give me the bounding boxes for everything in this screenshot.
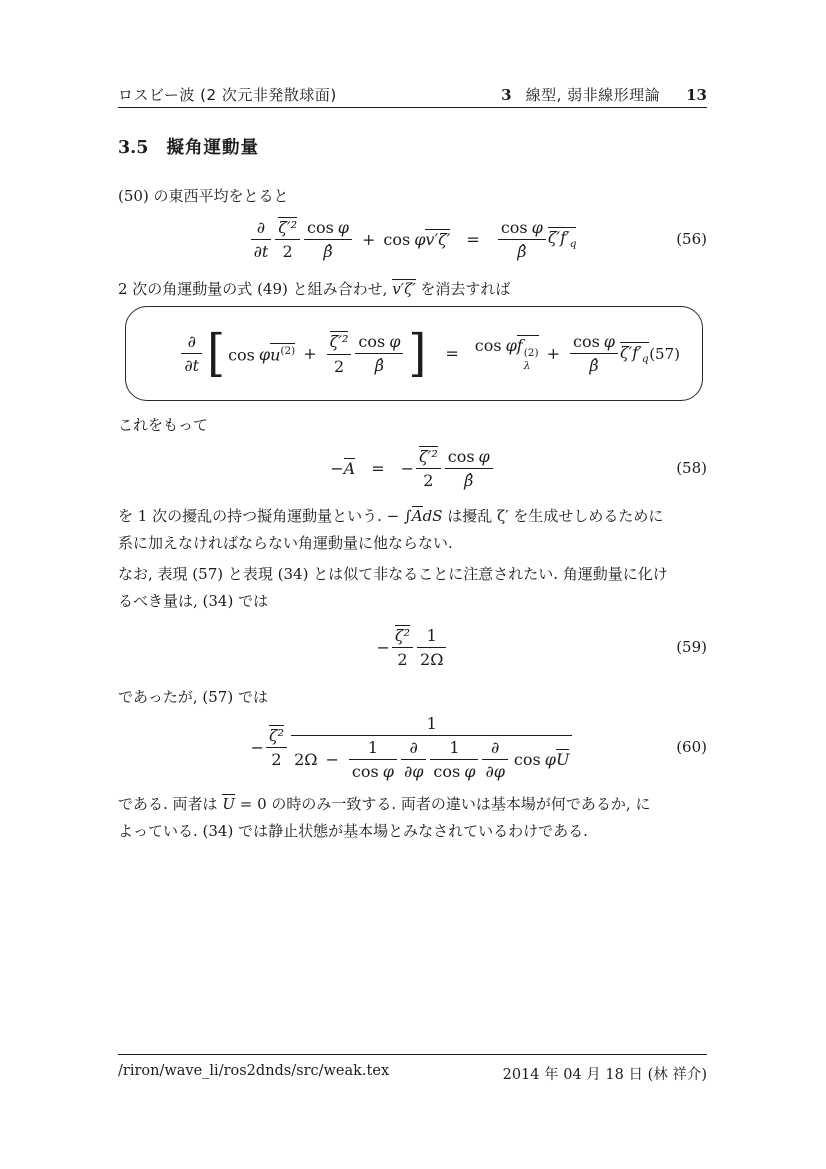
cosphi-u2-term: $\cos \varphi u^{(2)}$ bbox=[228, 344, 296, 364]
footer-date-author: 2014 年 04 月 18 日 (林 祥介) bbox=[502, 1067, 707, 1083]
page-footer bbox=[118, 1063, 707, 1084]
header-section-number: 3 bbox=[501, 86, 512, 104]
running-head-left: ロスビー波 (2 次元非発散球面) bbox=[118, 86, 337, 104]
equation-56-math bbox=[118, 208, 707, 270]
equation-58-math bbox=[118, 440, 707, 496]
equation-56-number: (56) bbox=[676, 230, 707, 248]
zeta-fq-term: $\zeta'f'_q$ bbox=[620, 342, 649, 366]
frac-one-over-2omega: $\frac{1}{2\Omega}$ bbox=[417, 626, 446, 669]
minus-sign: − bbox=[400, 458, 415, 478]
footer-rule bbox=[118, 1054, 707, 1055]
frac-one-over-cosphi: 1 cos φ bbox=[349, 738, 397, 781]
minus-operator: − bbox=[325, 749, 339, 769]
paragraph-1: (50) の東西平均をとると bbox=[118, 187, 289, 205]
section-title: 擬角運動量 bbox=[166, 138, 259, 158]
minus-A-term: −A bbox=[330, 458, 356, 478]
frac-ddt: $\frac{\partial}{\partial t}$ bbox=[181, 332, 202, 375]
frac-cosphi-over-beta-rhs: cos φ β̂ bbox=[498, 218, 546, 261]
frac-cosphi-over-beta: cos φ β̂ bbox=[445, 447, 493, 490]
cosphi-vzeta-term: cos φv′ζ′ bbox=[383, 229, 451, 249]
section-number: 3.5 bbox=[118, 138, 149, 158]
paragraph-2: 2 次の角運動量の式 (49) と組み合わせ, v′ζ′ を消去すれば bbox=[118, 280, 511, 298]
frac-cosphi-over-beta: cos φ β̂ bbox=[355, 332, 403, 375]
equation-60-math bbox=[118, 710, 707, 784]
frac-cosphi-over-beta-rhs: cos φ β̂ bbox=[570, 332, 618, 375]
equation-58 bbox=[118, 440, 707, 496]
frac-d-dphi: $\frac{\partial}{\partial\varphi}$ bbox=[401, 738, 426, 781]
running-head-right bbox=[501, 84, 707, 105]
frac-zeta2-over-2: $\frac{\text{ζ′²}}{2}$ bbox=[275, 217, 300, 261]
page-number: 13 bbox=[686, 86, 707, 104]
vzeta-inline-math: v′ζ′ bbox=[392, 280, 416, 298]
minus-sign: − bbox=[376, 637, 390, 657]
frac-zetasq-over-2: $\frac{\text{ζ²}}{2}$ bbox=[392, 625, 413, 669]
plus-operator: + bbox=[303, 344, 317, 363]
script-A-inline-math: A bbox=[411, 507, 423, 525]
equals-sign: = bbox=[466, 229, 480, 249]
equation-60 bbox=[118, 710, 707, 784]
plus-operator: + bbox=[362, 229, 376, 249]
paragraph-4: を 1 次の擾乱の持つ擬角運動量という. − ∫AdS は擾乱 ζ′ を生成せしめるために 系に加えなければならない角運動量に他ならない. bbox=[118, 507, 664, 552]
footer-file-path: /riron/wave_li/ros2dnds/src/weak.tex bbox=[118, 1063, 390, 1079]
equation-59-math bbox=[118, 618, 707, 676]
equals-sign: = bbox=[371, 458, 385, 478]
paragraph-6: であったが, (57) では bbox=[118, 688, 268, 706]
equation-56 bbox=[118, 208, 707, 270]
right-bracket: ] bbox=[408, 323, 427, 383]
frac-one-over-cosphi: 1 cos φ bbox=[430, 738, 478, 781]
paragraph-5: なお, 表現 (57) と表現 (34) とは似て非なることに注意されたい. 角運動量に化け るべき量は, (34) では bbox=[118, 565, 668, 610]
paragraph-7: である. 両者は U = 0 の時のみ一致する. 両者の違いは基本場が何であるか, に よっている. (34) では静止状態が基本場とみなされているわけである. bbox=[118, 795, 651, 840]
header-rule bbox=[118, 107, 707, 108]
U-inline-math: U bbox=[222, 795, 235, 813]
frac-d-dphi: $\frac{\partial}{\partial\varphi}$ bbox=[482, 738, 507, 781]
cosphi-U-term: cos φU bbox=[513, 749, 570, 769]
section-heading bbox=[118, 134, 259, 159]
equals-sign: = bbox=[445, 344, 459, 363]
zeta-fq-term: $\zeta'f'_q$ bbox=[547, 228, 577, 251]
frac-one-over-operator: 1 2Ω − 1 cos φ $\frac{\partial}{\partial\varphi}$ 1 cos φ $\frac{\partial}{\partial\varphi}$ cos φU bbox=[291, 714, 572, 781]
equation-57-number: (57) bbox=[649, 344, 680, 363]
equation-59-number: (59) bbox=[676, 638, 707, 656]
equation-57-box bbox=[125, 306, 703, 401]
frac-ddt: $\frac{\partial}{\partial t}$ bbox=[251, 218, 272, 261]
paragraph-3: これをもって bbox=[118, 416, 209, 434]
equation-60-number: (60) bbox=[676, 738, 707, 756]
header-section-title: 線型, 弱非線形理論 bbox=[525, 86, 661, 104]
cosphi-f-lambda-term: cos φf (2) λ bbox=[474, 335, 539, 372]
frac-zeta2-over-2: $\frac{\text{ζ′²}}{2}$ bbox=[416, 446, 441, 490]
equation-58-number: (58) bbox=[676, 459, 707, 477]
two-omega: 2Ω bbox=[294, 749, 318, 769]
plus-operator: + bbox=[546, 344, 560, 363]
equation-59 bbox=[118, 618, 707, 676]
equation-57-math bbox=[126, 307, 702, 400]
dS-inline-math: dS bbox=[422, 507, 443, 525]
frac-zetasq-over-2: $\frac{\text{ζ²}}{2}$ bbox=[266, 725, 287, 769]
page-header bbox=[118, 84, 707, 105]
frac-cosphi-over-beta: cos φ β̂ bbox=[304, 218, 352, 261]
left-bracket: [ bbox=[207, 323, 226, 383]
minus-sign: − bbox=[250, 737, 264, 757]
frac-zeta2-over-2: $\frac{\text{ζ′²}}{2}$ bbox=[327, 331, 352, 375]
